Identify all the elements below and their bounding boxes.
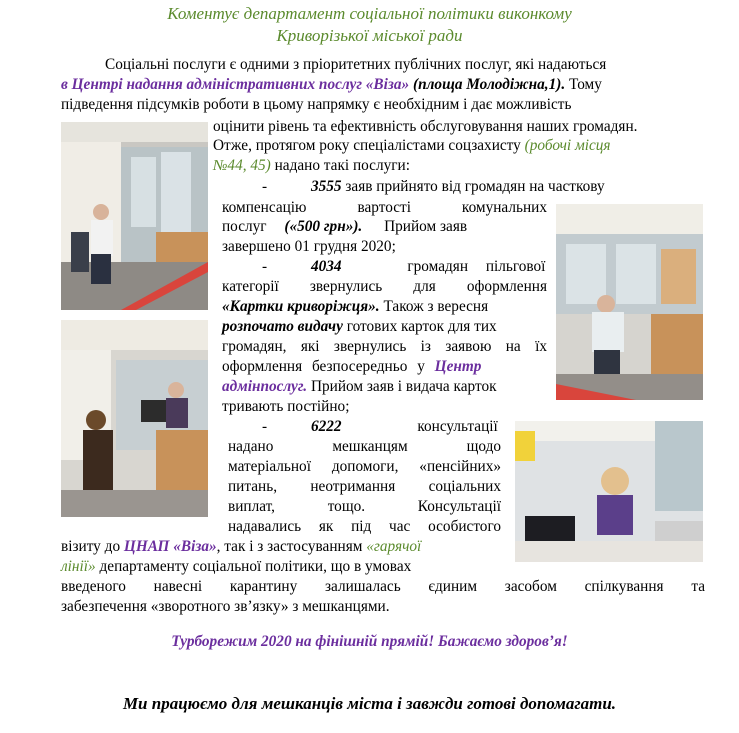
item2-text-6a: оформлення безпосередньо у <box>222 358 435 375</box>
item3-line-9: введеного навесні карантину залишалась єдиним засобом спілкування та <box>61 578 705 595</box>
item1-line-2: компенсацію вартості комунальних <box>222 199 547 216</box>
slogan-turbo: Турборежим 2020 на фінішній прямій! Бажаємо здоров’я! <box>171 633 568 650</box>
item3-text-8b: департаменту соціальної політики, що в умовах <box>95 558 412 575</box>
intro-line-2 <box>61 75 705 95</box>
slogan-we-work: Ми працюємо для мешканців міста і завжди готові допомагати. <box>122 694 617 713</box>
header-line-1: Коментує департамент соціальної політики виконкому <box>167 4 572 23</box>
item3-line-1 <box>262 417 498 437</box>
item2-text-7b: Прийом заяв і видача карток <box>307 378 497 395</box>
item1-number: 3555 <box>310 178 342 195</box>
item2-dash: - <box>262 258 268 275</box>
item3-line-5: виплат, тощо. Консультації <box>228 498 501 515</box>
item2-text-1: громадян пільгової <box>389 258 546 275</box>
item2-line-3 <box>222 297 488 317</box>
intro-line-2-rest: Тому <box>565 76 602 93</box>
intro-line-3: підведення підсумків роботи в цьому напрямку є необхідним і дає можливість <box>61 96 572 113</box>
item2-line-2: категорії звернулись для оформлення <box>222 278 547 295</box>
item1-amount: («500 грн»). <box>284 218 363 235</box>
office-photo-2 <box>61 320 208 517</box>
item3-text-1: консультації <box>413 418 498 435</box>
item1-text-3c: Прийом заяв <box>380 218 468 235</box>
item3-text-7c: , так і з застосуванням <box>216 538 367 555</box>
office-photo-4 <box>515 421 703 562</box>
admin-center-1: Центр <box>434 358 482 375</box>
started-issuing: розпочато видачу <box>222 318 343 335</box>
item1-dash: - <box>262 178 268 195</box>
item1-line-3 <box>222 217 547 237</box>
intro-line-6 <box>213 156 410 176</box>
intro-line-1: Соціальні послуги є одними з пріоритетних публічних послуг, які надаються <box>105 56 607 73</box>
workplaces-numbers: №44, 45) <box>213 157 271 174</box>
item3-line-7 <box>61 537 421 557</box>
item2-line-4 <box>222 317 497 337</box>
item3-line-10: забезпечення «зворотного зв’язку» з мешканцями. <box>61 598 390 615</box>
workplaces-label: (робочі місця <box>524 137 611 154</box>
intro-line-5-text: Отже, протягом року спеціалістами соцзахисту <box>213 137 525 154</box>
item3-line-2: надано мешканцям щодо <box>228 438 501 455</box>
hotline-2: лінії» <box>61 558 96 575</box>
office-photo-1 <box>61 122 208 310</box>
item3-number: 6222 <box>310 418 342 435</box>
item2-text-4b: готових карток для тих <box>342 318 497 335</box>
item2-number: 4034 <box>310 258 342 275</box>
admin-center-2: адмінпослуг. <box>222 378 308 395</box>
center-address: (площа Молодіжна,1). <box>412 76 566 93</box>
item3-dash: - <box>262 418 268 435</box>
item1-line-4: завершено 01 грудня 2020; <box>222 238 396 255</box>
item2-line-8: тривають постійно; <box>222 398 350 415</box>
item1-line-1 <box>262 177 605 197</box>
item3-line-4: питань, неотримання соціальних <box>228 478 501 495</box>
item2-line-1 <box>262 257 545 277</box>
item3-text-7a: візиту до <box>61 538 124 555</box>
intro-line-5 <box>213 136 611 156</box>
card-name: «Картки криворіжця». <box>222 298 380 315</box>
intro-line-6-text: надано такі послуги: <box>270 157 410 174</box>
cnap-viza: ЦНАП «Віза» <box>123 538 217 555</box>
item2-line-6 <box>222 357 547 377</box>
office-photo-3 <box>556 204 703 400</box>
header-line-2: Криворізької міської ради <box>276 26 463 45</box>
item1-text-1: заяв прийнято від громадян на часткову <box>341 178 605 195</box>
item2-text-3b: Також з вересня <box>379 298 489 315</box>
center-name: в Центрі надання адміністративних послуг «Віза» <box>61 76 410 93</box>
item2-line-5: громадян, які звернулись із заявою на їх <box>222 338 547 355</box>
intro-line-4: оцінити рівень та ефективність обслуговування наших громадян. <box>213 118 638 135</box>
hotline-1: «гарячої <box>366 538 422 555</box>
item3-line-6: надавались як під час особистого <box>228 518 501 535</box>
item3-line-3: матеріальної допомоги, «пенсійних» <box>228 458 501 475</box>
item1-text-3a: послуг <box>222 218 271 235</box>
item3-line-8 <box>61 557 411 577</box>
item2-line-7 <box>222 377 497 397</box>
